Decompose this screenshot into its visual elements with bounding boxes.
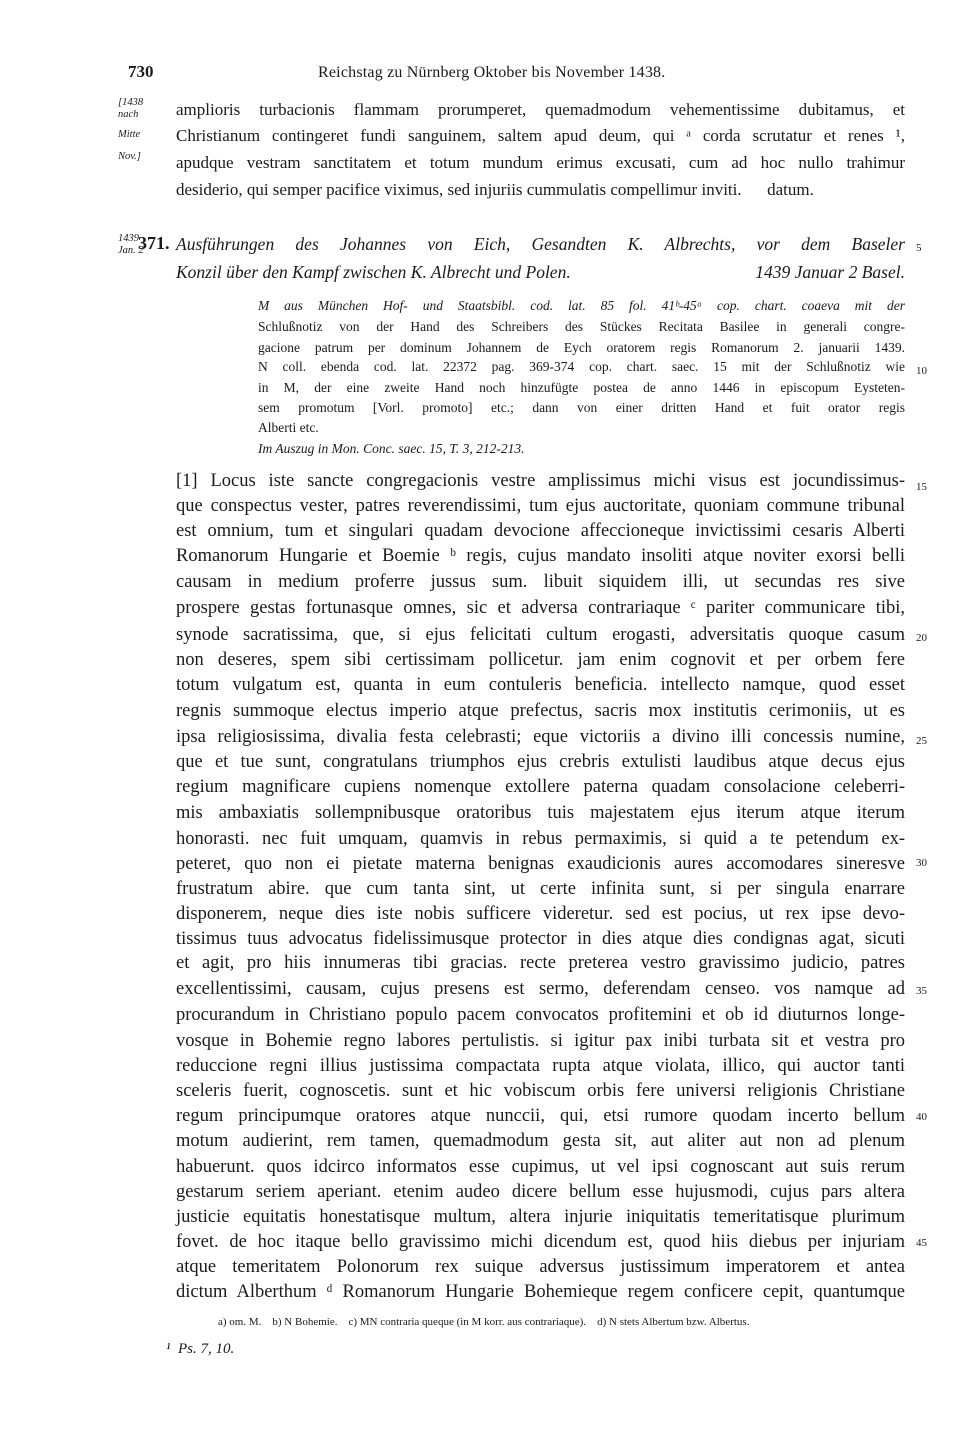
margin-note-line: Mitte	[118, 129, 141, 140]
body-line: honorasti. nec fuit umquam, quamvis in rebus permaximis, si quid a te petendum ex-	[176, 829, 905, 849]
body-line: [1] Locus iste sancte congregacionis vestre amplissimus michi visus est jocundissimus-	[176, 471, 905, 491]
body-line: que conspectus vester, patres reverendissimi, tum ejus auctoritate, quoniam commune tribunal	[176, 496, 905, 516]
source-line: sem promotum [Vorl. promoto] etc.; dann von einer dritten Hand et fuit orator regis	[258, 400, 905, 415]
body-line: synode sacratissima, que, si ejus felicitati cultum erogasti, adversitatis quoque casum	[176, 625, 905, 645]
citation-footnote: ¹ Ps. 7, 10.	[166, 1341, 235, 1357]
body-line: reduccione regni illius justissima compactata rupta atque violata, illico, qui auctor tanti	[176, 1056, 905, 1076]
body-line: tissimus tuus advocatus fidelissimusque protector in dies atque dies condignas agat, sicuti	[176, 929, 905, 949]
prev-text-line: desiderio, qui semper pacifice viximus, sed injuriis cummulatis compellimur inviti. datum.	[176, 180, 814, 199]
body-line: et agit, pro hiis innumeras tibi gracias. recte preterea vestro gravissimo judicio, patres	[176, 953, 905, 973]
prev-text-line: Christianum contingeret fundi sanguinem, saltem apud deum, qui ᵃ corda scrutatur et renes ¹,	[176, 126, 905, 145]
margin-note-line: [1438	[118, 97, 144, 108]
document-heading: Ausführungen des Johannes von Eich, Gesandten K. Albrechts, vor dem Baseler	[176, 234, 905, 254]
margin-date-note	[118, 97, 154, 163]
body-line: ipsa religiosissima, divalia festa celebrasti; eque victoriis a divino illi concessis numine,	[176, 727, 905, 747]
body-line: justicie equitatis honestatisque multum, altera injurie iniquitatis temeritatisque plurimum	[176, 1207, 905, 1227]
line-number: 20	[916, 632, 927, 644]
body-line: mis ambaxiatis sollempnibusque oratoribus tuis majestatem ejus iterum atque iterum	[176, 803, 905, 823]
running-title: Reichstag zu Nürnberg Oktober bis November 1438.	[318, 64, 666, 81]
source-line: N coll. ebenda cod. lat. 22372 pag. 369-374 cop. chart. saec. 15 mit der Schlußnotiz wie	[258, 359, 905, 374]
body-line: motum audierint, rem tamen, quemadmodum gesta sit, aut aliter aut non ad plenum	[176, 1131, 905, 1151]
body-line: fovet. de hoc itaque bello gravissimo michi dicendum est, quod hiis diebus per injuriam	[176, 1232, 905, 1252]
line-number: 45	[916, 1237, 927, 1249]
body-line: regum principumque oratores atque nunccii, qui, etsi rumore quodam incerto bellum	[176, 1106, 905, 1126]
prev-text-line: apudque vestram sanctitatem et totum mundum erimus excusati, cum ad hoc nullo trahimur	[176, 153, 905, 172]
source-line: gacione patrum per dominum Johannem de Eych oratorem regis Romanorum 2. januarii 1439.	[258, 340, 905, 355]
line-number: 25	[916, 735, 927, 747]
source-line: Alberti etc.	[258, 420, 319, 435]
body-line: procurandum in Christiano populo pacem convocatos profitemini et ob id diuturnos longe-	[176, 1005, 905, 1025]
document-heading-line2: Konzil über den Kampf zwischen K. Albrecht und Polen.	[176, 262, 571, 282]
body-line: vosque in Bohemie regno labores pertulistis. si igitur pax inibi turbata sit et vestra pro	[176, 1031, 905, 1051]
body-line: regnis summoque electus imperio atque prefectus, sacris mox institutis cerimoniis, ut es	[176, 701, 905, 721]
body-line: Romanorum Hungarie et Boemie ᵇ regis, cujus mandato insoliti atque noviter exorsi belli	[176, 546, 905, 566]
body-line: regium magnificare cupiens nomenque extollere paterna quadam consolacione celeberri-	[176, 777, 905, 797]
body-line: que et tue sunt, congratulans triumphos ejus crebris extulisti laudibus atque decus ejus	[176, 752, 905, 772]
margin-note-line: Nov.]	[118, 151, 141, 162]
body-line: frustratum abire. que cum tanta sint, ut certe infinita sunt, si per singula enarrare	[176, 879, 905, 899]
body-line: atque temeritatem Polonorum rex suique adversus justissimum imperatorem et antea	[176, 1257, 905, 1277]
line-number: 10	[916, 365, 927, 377]
document-number: 371.	[138, 233, 170, 253]
margin-note-line: nach	[118, 109, 139, 120]
body-line: sceleris fuerit, cognoscetis. sunt et hic vobiscum orbis fere universi religionis Christiane	[176, 1081, 905, 1101]
source-line: Schlußnotiz von der Hand des Schreibers des Stückes Recitata Basilee in generali congre-	[258, 319, 905, 334]
margin-note-line: 1439	[118, 233, 139, 244]
edition-reference: Im Auszug in Mon. Conc. saec. 15, T. 3, 212-213.	[258, 441, 525, 456]
body-line: disponerem, neque dies iste nobis sufficere videretur. sed est pocius, ut rex ipse devo-	[176, 904, 905, 924]
body-line: habuerunt. quos idcirco informatos esse cupimus, ut vel ipsi cognoscant aut suis rerum	[176, 1157, 905, 1177]
variant-footnotes: a) om. M. b) N Bohemie. c) MN contraria queque (in M korr. aus contrariaque). d) N stets Albertum bzw. Albertus.	[218, 1316, 750, 1328]
body-line: est omnium, tum et singulari quadam devocione affeccioneque invictissimi cesaris Alberti	[176, 521, 905, 541]
body-line: non deseres, spem sibi certissimam pollicetur. jam enim cognovit et per orbem fere	[176, 650, 905, 670]
document-date-place: 1439 Januar 2 Basel.	[755, 262, 905, 282]
line-number: 15	[916, 481, 927, 493]
body-line: excellentissimi, causam, cujus presens est sermo, deferendam censeo. vos namque ad	[176, 979, 905, 999]
line-number: 30	[916, 857, 927, 869]
margin-note-line: Jan. 2	[118, 245, 144, 256]
body-line: prospere gestas fortunasque omnes, sic et adversa contrariaque ᶜ pariter communicare tibi,	[176, 598, 905, 618]
page-number: 730	[128, 62, 154, 81]
source-line: in M, der eine zweite Hand noch hinzufügte postea de anno 1446 in episcopum Eysteten-	[258, 380, 905, 395]
line-number: 5	[916, 242, 922, 254]
body-line: totum vulgatum est, quanta in eum contuleris beneficia. intellecto namque, quod esset	[176, 675, 905, 695]
prev-text-line: amplioris turbacionis flammam prorumperet, quemadmodum vehementissime dubitamus, et	[176, 100, 905, 119]
source-line: M aus München Hof- und Staatsbibl. cod. lat. 85 fol. 41ᵇ-45ᵃ cop. chart. coaeva mit der	[258, 298, 905, 313]
body-line: dictum Alberthum ᵈ Romanorum Hungarie Bohemieque regem conficere cepit, quantumque	[176, 1282, 905, 1302]
line-number: 40	[916, 1111, 927, 1123]
body-line: causam in medium proferre jussus sum. libuit siquidem illi, ut secundas res sive	[176, 572, 905, 592]
body-line: gestarum seriem aperiant. etenim audeo dicere bellum esse hujusmodi, cujus pars altera	[176, 1182, 905, 1202]
body-line: peteret, quo non ei pietate materna benignas exaudicionis aures accomodares sineresve	[176, 854, 905, 874]
line-number: 35	[916, 985, 927, 997]
